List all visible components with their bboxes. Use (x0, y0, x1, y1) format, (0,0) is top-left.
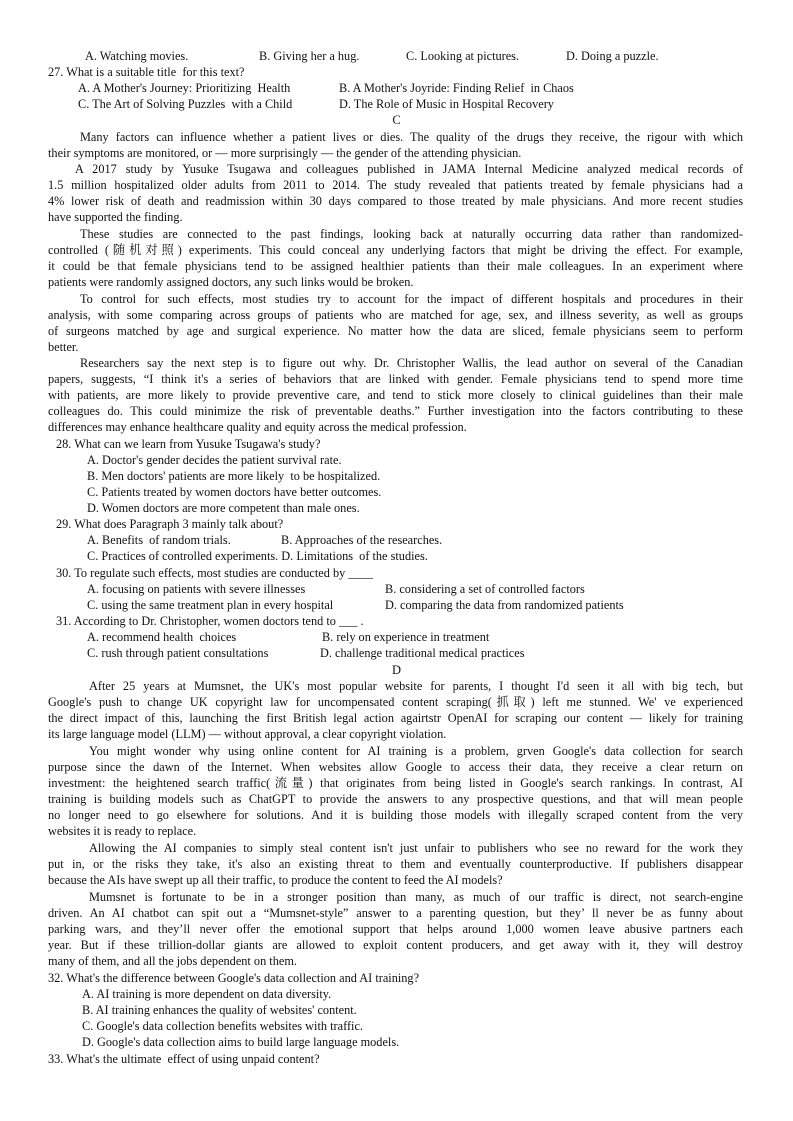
q30-option-a: A. focusing on patients with severe illnesses (87, 582, 306, 596)
q32-option-a: A. AI training is more dependent on data diversity. (82, 987, 332, 1001)
q30-option-b: B. considering a set of controlled factors (385, 582, 585, 596)
passage-d-line: year. But if these trillion-dollar giants are allowed to exploit content producers, and get away with it, they will destroy (48, 938, 743, 952)
q27-stem: 27. What is a suitable title for this text? (48, 65, 245, 79)
passage-d-line: training is building models such as ChatGPT to provide the answers to any prospective questions, and that will mean people (48, 792, 743, 806)
passage-c-line: A 2017 study by Yusuke Tsugawa and colleagues published in JAMA Internal Medicine analyzed medical records of (75, 162, 743, 176)
q31-option-c: C. rush through patient consultations (87, 646, 269, 660)
passage-c-line: have supported the finding. (48, 210, 183, 224)
q30-option-d: D. comparing the data from randomized patients (385, 598, 624, 612)
q30-option-c: C. using the same treatment plan in every hospital (87, 598, 334, 612)
passage-c-line: Researchers say the next step is to figure out why. Dr. Christopher Wallis, the lead author on several of the Canadian (80, 356, 743, 370)
q27-option-d: D. The Role of Music in Hospital Recovery (339, 97, 554, 111)
passage-d-line: driven. An AI chatbot can spit out a “Mumsnet-style” answer to a parenting question, but they’ ll never be as funny about (48, 906, 743, 920)
q27-option-b: B. A Mother's Joyride: Finding Relief in Chaos (339, 81, 574, 95)
q28-option-c: C. Patients treated by women doctors have better outcomes. (87, 485, 382, 499)
q28-option-a: A. Doctor's gender decides the patient survival rate. (87, 453, 342, 467)
passage-c-line: better. (48, 340, 79, 354)
q27-option-c: C. The Art of Solving Puzzles with a Child (78, 97, 293, 111)
q26-option-a: A. Watching movies. (85, 49, 189, 63)
passage-d-line: its large language model (LLM) — without approval, a clear copyright violation. (48, 727, 447, 741)
q32-option-c: C. Google's data collection benefits websites with traffic. (82, 1019, 363, 1033)
passage-c-line: 4% lower risk of death and readmission within 30 days compared to those treated by male physicians. And more recent studies (48, 194, 743, 208)
passage-c-line: differences may enhance healthcare quality and equity across the medical profession. (48, 420, 467, 434)
q28-option-d: D. Women doctors are more competent than male ones. (87, 501, 360, 515)
passage-c-line: analysis, with some comparing across groups of patients who are matched for age, sex, and illness severity, as well as groups (48, 308, 743, 322)
passage-d-line: purpose since the dawn of the Internet. When websites allow Google to access their data, they receive a clear return on (48, 760, 743, 774)
passage-c-line: it could be that female physicians tend to be assigned healthier patients than their male colleagues. In an experiment where (48, 259, 743, 273)
q30-stem: 30. To regulate such effects, most studies are conducted by ____ (56, 566, 373, 580)
passage-c-line: Many factors can influence whether a patient lives or dies. The quality of the drugs they receive, the rigour with which (80, 130, 743, 144)
q29-option-a: A. Benefits of random trials. (87, 533, 231, 547)
passage-c-line: controlled (随机对照) experiments. This could conceal any underlying factors that might be driving the effect. For example, (48, 243, 743, 257)
passage-d-line: because the AIs have swept up all their traffic, to produce the content to feed the AI models? (48, 873, 503, 887)
q32-stem: 32. What's the difference between Google's data collection and AI training? (48, 971, 420, 985)
q31-option-b: B. rely on experience in treatment (322, 630, 490, 644)
q31-option-a: A. recommend health choices (87, 630, 237, 644)
passage-c-line: papers, suggests, “I think it's a series of behaviors that are linked with gender. Female physicians tend to spend more time (48, 372, 743, 386)
passage-c-line: patients were randomly assigned doctors, any such links would be broken. (48, 275, 414, 289)
passage-d-line: no longer need to go elsewhere for solutions. And it is building those models with illegally scraped content from the very (48, 808, 743, 822)
q32-option-b: B. AI training enhances the quality of websites' content. (82, 1003, 357, 1017)
passage-d-line: parking wars, and they’ll never offer the emotional support that helps around 1,000 women leave abusive partners each (48, 922, 743, 936)
passage-c-line: colleagues do. This could minimize the risk of preventable deaths.” Further investigation into the factors contributing to these (48, 404, 743, 418)
q32-option-d: D. Google's data collection aims to build large language models. (82, 1035, 400, 1049)
passage-d-line: websites it is ready to replace. (48, 824, 197, 838)
section-c-heading: C (392, 113, 401, 127)
passage-d-line: investment: the heightened search traffic(流量) that originates from being listed in Google's search rankings. In contrast, AI (48, 776, 743, 790)
q29-stem: 29. What does Paragraph 3 mainly talk about? (56, 517, 284, 531)
q26-option-b: B. Giving her a hug. (259, 49, 360, 63)
q28-option-b: B. Men doctors' patients are more likely to be hospitalized. (87, 469, 381, 483)
passage-c-line: These studies are connected to the past findings, looking back at naturally occurring data rather than randomized- (80, 227, 743, 241)
passage-c-line: of surgeons matched by age and surgical experience. No matter how the data are sliced, female physicians seem to perform (48, 324, 743, 338)
q29-option-cd: C. Practices of controlled experiments. D. Limitations of the studies. (87, 549, 428, 563)
passage-d-line: Mumsnet is fortunate to be in a stronger position than many, as much of our traffic is direct, not search-engine (89, 890, 743, 904)
q26-option-d: D. Doing a puzzle. (566, 49, 659, 63)
q27-option-a: A. A Mother's Journey: Prioritizing Health (78, 81, 291, 95)
passage-d-line: the direct impact of this, launching the first British legal action agairtstr OpenAI for scraping our content — likely for training (48, 711, 743, 725)
passage-d-line: many of them, and all the jobs dependent on them. (48, 954, 297, 968)
passage-c-line: with patients, are more likely to provide preventive care, and tend to stick more closely to clinical guidelines than their male (48, 388, 743, 402)
passage-c-line: To control for such effects, most studies try to account for the impact of different hospitals and procedures in their (80, 292, 743, 306)
q31-option-d: D. challenge traditional medical practices (320, 646, 525, 660)
passage-d-line: Google's push to change UK copyright law for uncompensated content scraping(抓取) left me stunned. We' ve experienced (48, 695, 743, 709)
passage-d-line: put in, or the risks they take, it's also an existing threat to them and eventually counterproductive. If publishers disappear (48, 857, 743, 871)
passage-d-line: Allowing the AI companies to simply steal content isn't just unfair to publishers who see no reward for the work they (89, 841, 743, 855)
q26-option-c: C. Looking at pictures. (406, 49, 520, 63)
passage-d-line: You might wonder why using online content for AI training is a problem, grven Google's data collection for search (89, 744, 743, 758)
q28-stem: 28. What can we learn from Yusuke Tsugawa's study? (56, 437, 321, 451)
passage-c-line: their symptoms are monitored, or — more surprisingly — the gender of the attending physician. (48, 146, 522, 160)
passage-d-line: After 25 years at Mumsnet, the UK's most popular website for parents, I thought I'd seen it all with big tech, but (89, 679, 743, 693)
q31-stem: 31. According to Dr. Christopher, women doctors tend to ___ . (56, 614, 364, 628)
q33-stem: 33. What's the ultimate effect of using unpaid content? (48, 1052, 320, 1066)
passage-c-line: 1.5 million hospitalized older adults from 2011 to 2014. The study revealed that patients treated by female physicians had a (48, 178, 743, 192)
section-d-heading: D (391, 663, 402, 677)
q29-option-b: B. Approaches of the researches. (281, 533, 443, 547)
